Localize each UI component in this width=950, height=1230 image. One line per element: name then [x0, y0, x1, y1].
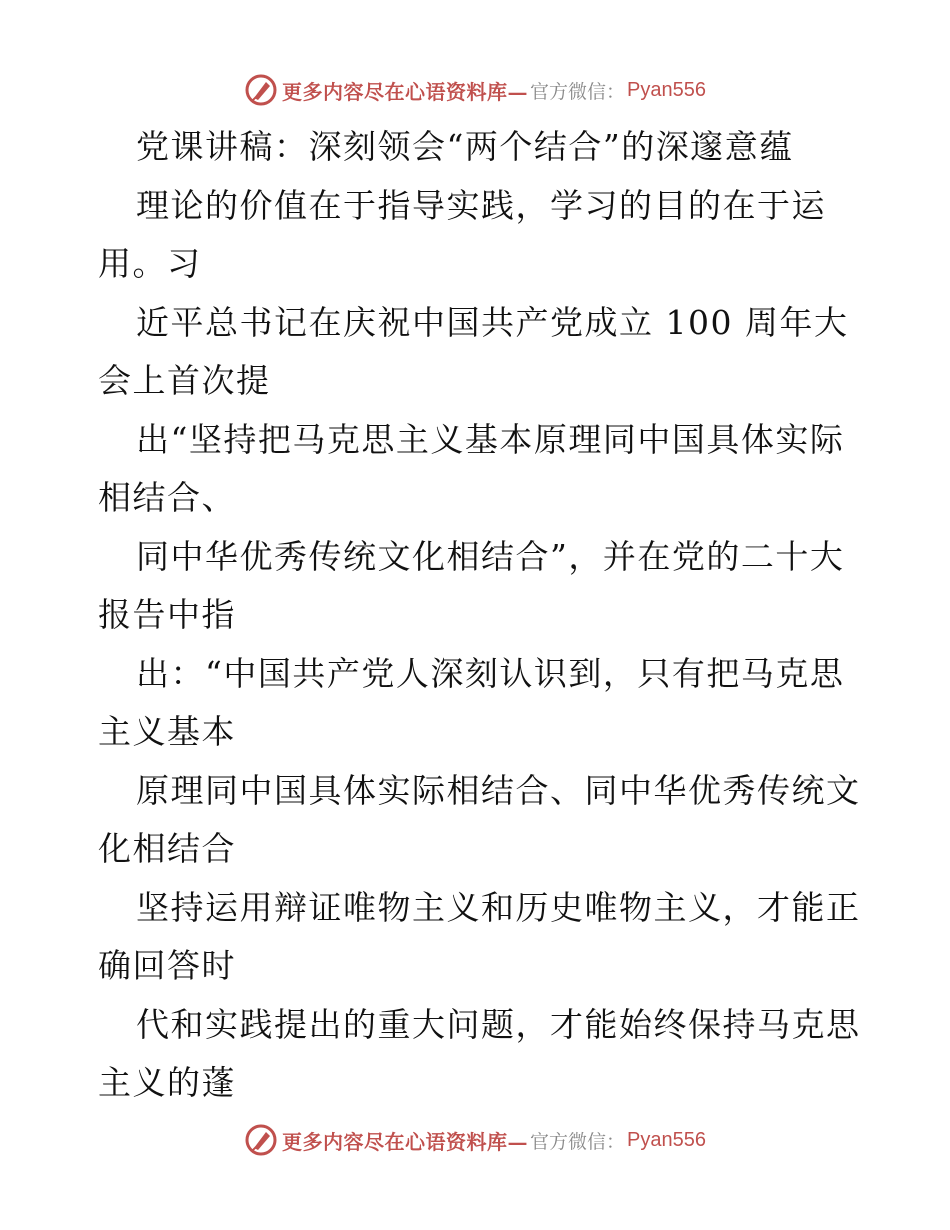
watermark-wechat-label: 官方微信： — [530, 80, 626, 103]
document-body — [98, 118, 861, 1113]
pen-nib-logo-icon — [244, 1123, 278, 1157]
text-line: 会上首次提 — [98, 361, 271, 400]
text-line: 报告中指 — [98, 595, 236, 634]
text-line: 同中华优秀传统文化相结合”，并在党的二十大 — [136, 536, 845, 576]
document-title: 党课讲稿：深刻领会“两个结合”的深邃意蕴 — [136, 127, 794, 166]
footer-watermark — [0, 1120, 950, 1160]
pen-nib-logo-icon — [244, 73, 278, 107]
watermark-wechat-label: 官方微信： — [530, 1130, 626, 1153]
text-line: 坚持运用辩证唯物主义和历史唯物主义，才能正 — [136, 887, 861, 927]
header-watermark — [0, 70, 950, 110]
watermark-text: 更多内容尽在心语资料库— — [282, 1129, 528, 1154]
text-line: 出：“中国共产党人深刻认识到，只有把马克思 — [136, 653, 845, 693]
text-line: 确回答时 — [98, 946, 236, 985]
text-line: 代和实践提出的重大问题，才能始终保持马克思 — [136, 1004, 861, 1044]
watermark-wechat-id: Pyan556 — [627, 78, 706, 101]
text-line: 相结合、 — [98, 478, 236, 517]
text-line: 主义基本 — [98, 712, 236, 751]
watermark-wechat-id: Pyan556 — [627, 1128, 706, 1151]
text-line: 理论的价值在于指导实践，学习的目的在于运 — [136, 185, 826, 225]
text-line: 用。习 — [98, 244, 202, 283]
text-line: 原理同中国具体实际相结合、同中华优秀传统文 — [136, 770, 861, 810]
text-line: 出“坚持把马克思主义基本原理同中国具体实际 — [136, 419, 845, 459]
text-line: 化相结合 — [98, 829, 236, 868]
text-line: 主义的蓬 — [98, 1063, 236, 1102]
text-line: 近平总书记在庆祝中国共产党成立 100 周年大 — [136, 302, 849, 342]
watermark-text: 更多内容尽在心语资料库— — [282, 79, 528, 104]
